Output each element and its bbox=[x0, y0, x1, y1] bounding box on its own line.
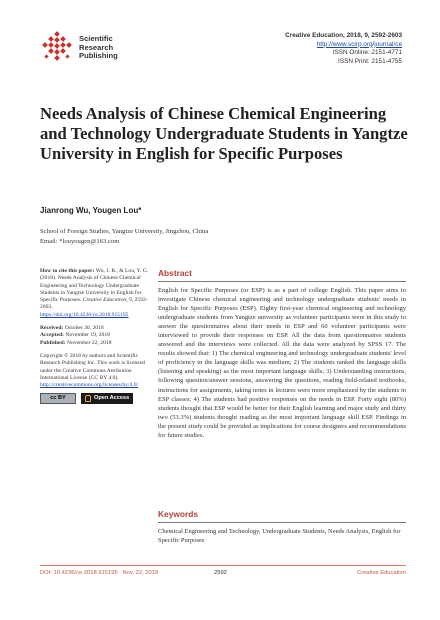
journal-url-link[interactable]: http://www.scirp.org/journal/ce bbox=[316, 40, 402, 48]
open-access-label: Open Access bbox=[94, 395, 130, 402]
issn-online: ISSN Online: 2151-4771 bbox=[332, 49, 402, 57]
abstract-heading: Abstract bbox=[158, 268, 406, 282]
license-link[interactable]: http://creativecommons.org/licenses/by/4.0/ bbox=[40, 382, 139, 389]
copyright-block bbox=[40, 353, 154, 404]
publisher-line-3: Publishing bbox=[79, 51, 118, 61]
cc-by-badge[interactable]: cc BY bbox=[40, 393, 76, 404]
doi-link[interactable]: https://doi.org/10.4236/ce.2018.915195 bbox=[40, 311, 129, 318]
journal-info bbox=[285, 32, 402, 66]
received-date: October 30, 2018 bbox=[64, 325, 104, 332]
footer-date: Nov. 22, 2018 bbox=[122, 570, 159, 576]
article-sidebar bbox=[40, 268, 154, 410]
article-title: Needs Analysis of Chinese Chemical Engineering and Technology Undergraduate Students in Yangtze University in English for Specific Purposes bbox=[40, 104, 408, 163]
cite-text: Wu, J. R., & Lou, Y. G. (2018). Needs Analysis of Chinese Chemical Engineering and Technology Undergraduate Students in Yangtze University in English for Specific Purposes. bbox=[40, 268, 149, 304]
page-number: 2592 bbox=[214, 570, 227, 576]
footer-doi: DOI: 10.4236/ce.2018.915195 bbox=[40, 570, 118, 576]
keywords-text: Chemical Engineering and Technology, Undergraduate Students, Needs Analysis, English for Specific Purposes bbox=[158, 528, 401, 545]
scirp-logo-icon bbox=[40, 31, 74, 65]
footer-journal: Creative Education bbox=[357, 570, 406, 576]
cite-pages: 2592-2603. bbox=[40, 297, 148, 311]
affiliation: School of Foreign Studies, Yangtze University, Jingzhou, China bbox=[40, 228, 209, 235]
cite-journal: Creative Education, 9, bbox=[82, 297, 134, 304]
dates-block bbox=[40, 325, 154, 347]
issn-print: ISSN Print: 2151-4755 bbox=[338, 57, 402, 65]
published-label: Published: bbox=[40, 339, 66, 346]
footer-divider bbox=[40, 565, 406, 566]
license-badges bbox=[40, 393, 154, 404]
open-access-badge bbox=[81, 393, 133, 404]
abstract-text: English for Specific Purposes (or ESP) is as a part of college English. This paper aims to investigate Chinese chemical engineering and technology undergraduate students' needs in English for Specific Purposes (ESP). Eighty first-year chemical engineering and technology undergraduate students from Yangtze university as volunteer participants were in this study to answer the questionnaires about their needs in ESP and 60 volunteer participants were interviewed to provide their responses on ESP. All the data from questionnaires students answered and the interviews were collected. All the data were analyzed by SPSS 17. The results showed that: 1) The chemical engineering and technology undergraduate students' level of proficiency in the language skills was medium; 2) The students ranked the language skills (listening and speaking) as the most important language skills; 3) Understanding instructions, following question/answer sessions, answering the questions, reading field-related textbooks, instructions for assignments, taking notes in lectures were more emphasized by the students in ESP classes; 4) The students had positive responses on the needs in ESP. Forty eight (80%) students thought that ESP would be better for their English learning and major study and thirty two (53.3%) students thought reading as the most important language skill ESP. Findings in the present study could be provided as implications for course designers and recommendations for future studies. bbox=[158, 287, 406, 439]
publisher-logo bbox=[40, 30, 170, 66]
keywords-section bbox=[158, 509, 406, 545]
citation-block bbox=[40, 268, 154, 319]
footer-doi-date bbox=[40, 570, 158, 576]
copyright-text: Copyright © 2018 by authors and Scientific Research Publishing Inc. This work is licensed under the Creative Commons Attribution International License (CC BY 4.0). bbox=[40, 352, 145, 381]
publisher-name bbox=[79, 35, 118, 60]
cite-label: How to cite this paper: bbox=[40, 268, 95, 274]
open-lock-icon bbox=[85, 395, 91, 402]
author-email: Email: *louyougen@163.com bbox=[40, 237, 120, 245]
keywords-heading: Keywords bbox=[158, 509, 406, 523]
affiliation-block bbox=[40, 227, 208, 246]
journal-citation: Creative Education, 2018, 9, 2592-2603 bbox=[285, 32, 402, 39]
received-label: Received: bbox=[40, 325, 64, 332]
accepted-date: November 19, 2018 bbox=[65, 332, 110, 339]
publisher-line-2: Research bbox=[79, 42, 114, 52]
published-date: November 22, 2018 bbox=[66, 339, 112, 346]
accepted-label: Accepted: bbox=[40, 332, 64, 339]
article-authors: Jianrong Wu, Yougen Lou* bbox=[40, 206, 142, 215]
abstract-section bbox=[158, 268, 406, 440]
publisher-line-1: Scientific bbox=[79, 34, 113, 44]
